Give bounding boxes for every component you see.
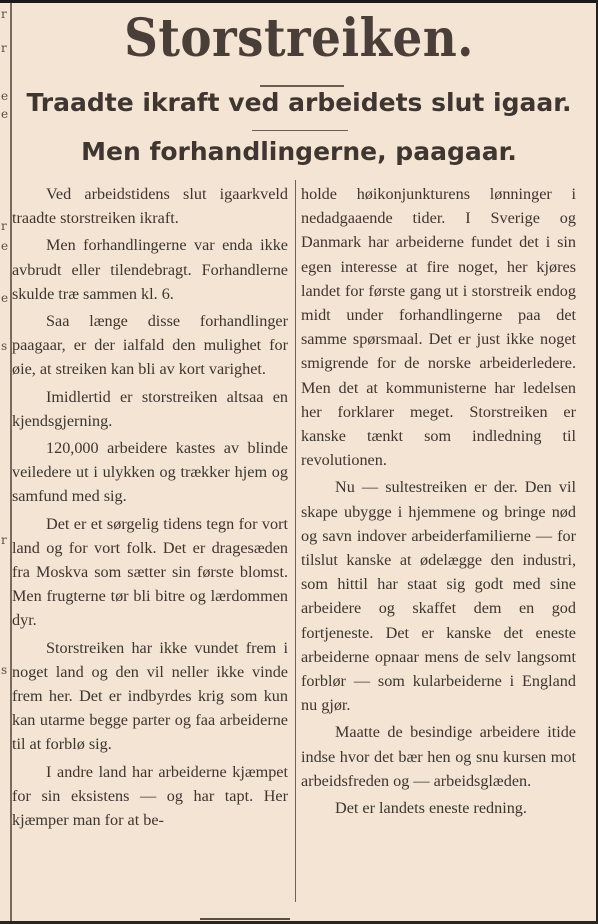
margin-fragment: e bbox=[1, 239, 9, 253]
margin-fragment: e bbox=[1, 89, 9, 103]
headline: Storstreiken. bbox=[124, 8, 474, 69]
paragraph: Det er et sørgelig tidens tegn for vort land og for vort folk. Det er dragesæden fra Moskva som sætter sin første blomst. Men frugterne tør bli bitre og lærdommen dyr. bbox=[12, 514, 288, 630]
column-divider bbox=[295, 180, 296, 902]
margin-fragment: r bbox=[1, 7, 7, 21]
paragraph: Nu — sultestreiken er der. Den vil skape ubygge i hjemmene og bringe nød og savn indover arbeiderfamilierne — for tilslut kanske at ødelægge den industri, som hittil har staat sig godt med sine arbeidere og skaffet dem en god fortjeneste. Det er kanske det eneste arbeiderne opnaar mens de selv langsomt forblør — som kularbeiderne i England nu gjør. bbox=[301, 478, 576, 715]
subheadline-1: Traadte ikraft ved arbeidets slut igaar. bbox=[26, 88, 572, 117]
paragraph: Ved arbeidstidens slut igaarkveld traadte storstreiken ikraft. bbox=[12, 185, 288, 228]
paragraph: Saa længe disse forhandlinger paagaar, er der ialfald den mulighet for øie, at streiken kan bli av kort varighet. bbox=[12, 312, 288, 379]
paragraph: Imidlertid er storstreiken altsaa en kjendsgjerning. bbox=[12, 387, 288, 430]
subheadline-rule bbox=[252, 130, 348, 131]
paragraph: holde høikonjunkturens lønninger i nedadgaaende tider. I Sverige og Danmark har arbeiderne fundet det i sin egen interesse at fire noget, her kjøres landet for første gang ut i storstreik endog midt under forhandlingerne paa det samme spørsmaal. Det er just ikke noget smigrende for de norske arbeiderledere. Men det at kommunisterne har ledelsen her forklarer meget. Storstreiken er kanske tænkt som indledning til revolutionen. bbox=[301, 185, 576, 470]
margin-fragment: r bbox=[1, 533, 7, 547]
article-column-right bbox=[301, 182, 576, 820]
paragraph: Maatte de besindige arbeidere itide indse hvor det bær hen og snu kursen mot arbeidsfreden og — arbeidsglæden. bbox=[301, 723, 576, 790]
subheadline-2: Men forhandlingerne, paagaar. bbox=[81, 137, 517, 166]
article-column-left bbox=[12, 182, 288, 832]
margin-fragment: s bbox=[1, 339, 8, 353]
paragraph: Det er landets eneste redning. bbox=[335, 799, 527, 818]
paragraph: Storstreiken har ikke vundet frem i noget land og den vil neller ikke vinde frem her. Det er indbyrdes krig som kun kan utarme begge parter og faa arbeiderne til at forblø sig. bbox=[12, 638, 288, 754]
end-rule bbox=[200, 918, 290, 920]
margin-fragment: r bbox=[1, 219, 7, 233]
top-border bbox=[0, 0, 598, 3]
paragraph: Men forhandlingerne var enda ikke avbrudt eller tilendebragt. Forhandlerne skulde træ sammen kl. 6. bbox=[12, 236, 288, 303]
paragraph: 120,000 arbeidere kastes av blinde veiledere ut i ulykken og trækker hjem og samfund med sig. bbox=[12, 439, 288, 506]
margin-fragment: e bbox=[1, 291, 9, 305]
headline-rule bbox=[260, 85, 344, 87]
margin-fragment: r bbox=[1, 41, 7, 55]
margin-fragment: e bbox=[1, 107, 9, 121]
paragraph: I andre land har arbeiderne kjæmpet for sin eksistens — og har tapt. Her kjæmper man for at be- bbox=[12, 762, 288, 830]
margin-fragment: s bbox=[1, 663, 8, 677]
